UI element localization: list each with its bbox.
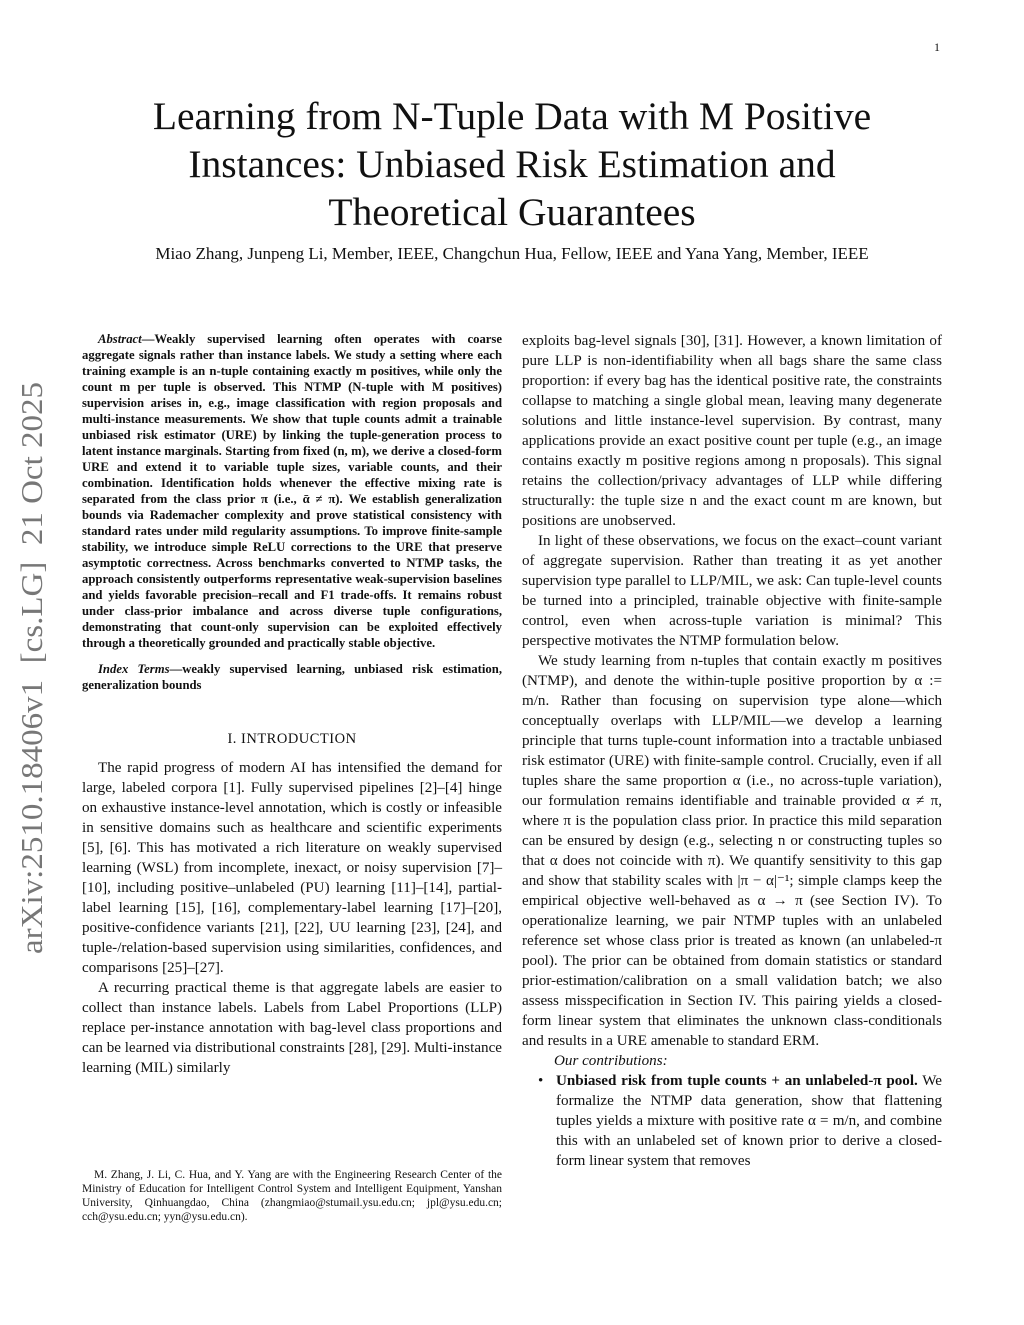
contributions-heading: Our contributions: (554, 1053, 668, 1069)
intro-paragraph: The rapid progress of modern AI has intensified the demand for large, labeled corpora [1]. Fully supervised pipelines [2]–[4] hinge on exhaustive instance-level annotation, which is costly or infeasible in sensitive domains such as healthcare and scientific experiments [5], [6]. This has motivated a rich literature on weakly supervised learning (WSL) from incomplete, inexact, or noisy supervision [7]–[10], including positive–unlabeled (PU) learning [11]–[14], partial-label learning [15], [16], complementary-label learning [17]–[20], positive-confidence variants [21], [22], UU learning [23], [24], and tuple-/relation-based supervision using similarities, confidences, and comparisons [25]–[27]. (82, 760, 502, 976)
abstract-text: —Weakly supervised learning often operates with coarse aggregate signals rather than instance labels. We study a setting where each training example is an n-tuple containing exactly m positives, while only the count m per tuple is observed. This NTMP (N-tuple with M positives) supervision arises in, e.g., image classification with region proposals and multi-instance measurements. We show that tuple counts admit a trainable unbiased risk estimator (URE) by linking the tuple-generation process to latent instance marginals. Starting from fixed (n, m), we derive a closed-form URE and extend it to variable tuple sizes, variable counts, and their combination. Identification holds whenever the effective mixing rate is separated from the class prior π (i.e., ᾱ ≠ π). We establish generalization bounds via Rademacher complexity and prove statistical consistency with standard rates under mild regularity assumptions. To improve finite-sample stability, we introduce simple ReLU corrections to the URE that preserve asymptotic correctness. Across benchmarks converted to NTMP tasks, the approach consistently outperforms representative weak-supervision baselines and yields favorable precision–recall and F1 trade-offs. It remains robust under class-prior imbalance and across diverse tuple configurations, demonstrating that count-only supervision can be exploited effectively through a theoretically grounded and practically stable objective. (82, 332, 502, 650)
bullet-text: We formalize the NTMP data generation, show that flattening tuples yields a mixture with positive rate α = m/n, and combine this with an unlabeled set of known prior to derive a closed-form linear system that removes (556, 1073, 942, 1169)
index-terms-lead: Index Terms (98, 662, 170, 676)
bullet-title: Unbiased risk from tuple counts + an unlabeled-π pool. (556, 1073, 918, 1089)
abstract (82, 331, 502, 651)
body-paragraph: We study learning from n-tuples that contain exactly m positives (NTMP), and denote the within-tuple positive proportion by α := m/n. Rather than focusing on supervision type alone—which conceptually overlaps with LLP/MIL—we develop a learning principle that turns tuple-count information into a tractable unbiased risk estimator (URE) with finite-sample control. Crucially, even if all tuples share the same proportion α (i.e., no across-tuple variation), our formulation remains identifiable and trainable provided α ≠ π, where π is the population class prior. In practice this mild separation can be ensured by design (e.g., selecting n or constructing tuples so that α does not coincide with π). We quantify sensitivity to this gap and show that stability scales with |π − α|⁻¹; simple clamps keep the empirical objective well-behaved as α → π (see Section IV). To operationalize learning, we pair NTMP tuples with an unlabeled reference set whose class prior is treated as known (an unlabeled-π pool). The prior can be obtained from domain statistics or standard prior-estimation/calibration on a small validation batch; we also assess misspecification in Section IV. This pairing yields a closed-form linear system that eliminates the unknown class-conditionals and results in a URE amenable to standard ERM. (522, 653, 942, 1049)
author-affiliation-footnote: M. Zhang, J. Li, C. Hua, and Y. Yang are with the Engineering Research Center of the Ministry of Education for Intelligent Control System and Intelligent Equipment, Yanshan University, Qinhuangdao, China (zhangmiao@stumail.ysu.edu.cn; jpl@ysu.edu.cn; cch@ysu.edu.cn; yyn@ysu.edu.cn). (82, 1169, 502, 1223)
left-column (82, 331, 502, 1078)
contribution-bullet (522, 1071, 942, 1171)
body-paragraph: In light of these observations, we focus on the exact–count variant of aggregate supervision. Rather than treating it as yet another supervision type parallel to LLP/MIL, we ask: Can tuple-level counts be turned into a principled, trainable objective with finite-sample control, even when across-tuple variation is minimal? This perspective motivates the NTMP formulation below. (522, 533, 942, 649)
intro-paragraph: A recurring practical theme is that aggregate labels are easier to collect than instance labels. Labels from Label Proportions (LLP) replace per-instance annotation with bag-level class proportions and can be learned via distributional constraints [28], [29]. Multi-instance learning (MIL) similarly (82, 980, 502, 1076)
arxiv-identifier-text: arXiv:2510.18406v1 [cs.LG] 21 Oct 2025 (14, 416, 49, 954)
bullet-dot-icon: • (538, 1073, 544, 1089)
body-paragraph: exploits bag-level signals [30], [31]. However, a known limitation of pure LLP is non-identifiability when all bags share the same class proportion: if every bag has the identical positive rate, the constraints collapse to matching a single global mean, leaving many degenerate solutions and little instance-level supervision. By contrast, many applications provide an exact positive count per tuple (e.g., an image contains exactly m positive regions among n proposals). This signal retains the collection/privacy advantages of LLP while differing structurally: the tuple size n and the exact count m are known, but positions are unobserved. (522, 333, 942, 529)
title-line: Theoretical Guarantees (328, 190, 696, 234)
index-terms (82, 661, 502, 693)
author-list: Miao Zhang, Junpeng Li, Member, IEEE, Changchun Hua, Fellow, IEEE and Yana Yang, Member, IEEE (155, 244, 869, 263)
arxiv-identifier-stamp (10, 380, 50, 960)
section-heading: I. INTRODUCTION (227, 731, 357, 747)
index-terms-text: —weakly supervised learning, unbiased risk estimation, generalization bounds (82, 662, 502, 692)
right-column (522, 331, 942, 1171)
paper-title (100, 92, 924, 236)
abstract-lead: Abstract (98, 332, 142, 346)
page-number: 1 (934, 40, 940, 54)
title-line: Learning from N-Tuple Data with M Positive (152, 94, 872, 138)
title-line: Instances: Unbiased Risk Estimation and (188, 142, 836, 186)
